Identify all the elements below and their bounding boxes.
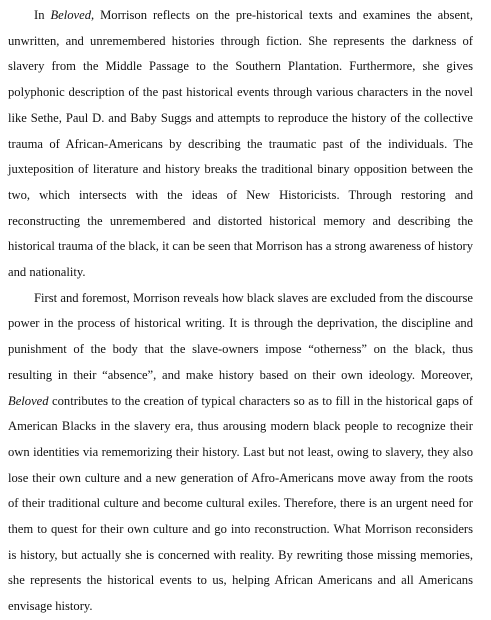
paragraph-text-start: In xyxy=(34,8,51,22)
paragraph-summary xyxy=(8,286,473,620)
paragraph-text-rest: contributes to the creation of typical characters so as to fill in the historical gaps of American Blacks in the slavery era, thus arousing modern black people to recognize their own identities via rememorizing their history. Last but not least, owing to slavery, they also lose their own culture and a new generation of Afro-Americans move away from the roots of their traditional culture and become cultural exiles. Therefore, there is an urgent need for them to quest for their own culture and go into reconstruction. What Morrison reconsiders is history, but actually she is concerned with reality. By rewriting those missing memories, she represents the historical events to us, helping African Americans and all Americans envisage history. xyxy=(8,393,473,614)
paragraph-conclusion xyxy=(8,3,473,286)
novel-title: Beloved xyxy=(8,393,49,408)
paragraph-text-start: First and foremost, Morrison reveals how black slaves are excluded from the discourse power in the process of historical writing. It is through the deprivation, the discipline and punishment of the body that the slave-owners impose “otherness” on the black, thus resulting in their “absence”, and make history based on their own ideology. Moreover, xyxy=(8,290,473,382)
novel-title: Beloved, xyxy=(50,8,95,22)
paragraph-text-rest: Morrison reflects on the pre-historical texts and examines the absent, unwritten, and unremembered histories through fiction. She represents the darkness of slavery from the Middle Passage to the Southern Plantation. Furthermore, she gives polyphonic description of the past historical events through various characters in the novel like Sethe, Paul D. and Baby Suggs and attempts to reproduce the history of the collective trauma of African-Americans by describing the traumatic past of the individuals. The juxteposition of literature and history breaks the traditional binary opposition between the two, which intersects with the ideas of New Historicists. Through restoring and reconstructing the unremembered and distorted historical memory and describing the historical trauma of the black, it can be seen that Morrison has a strong awareness of history and nationality. xyxy=(8,8,473,280)
document-page xyxy=(8,3,473,620)
